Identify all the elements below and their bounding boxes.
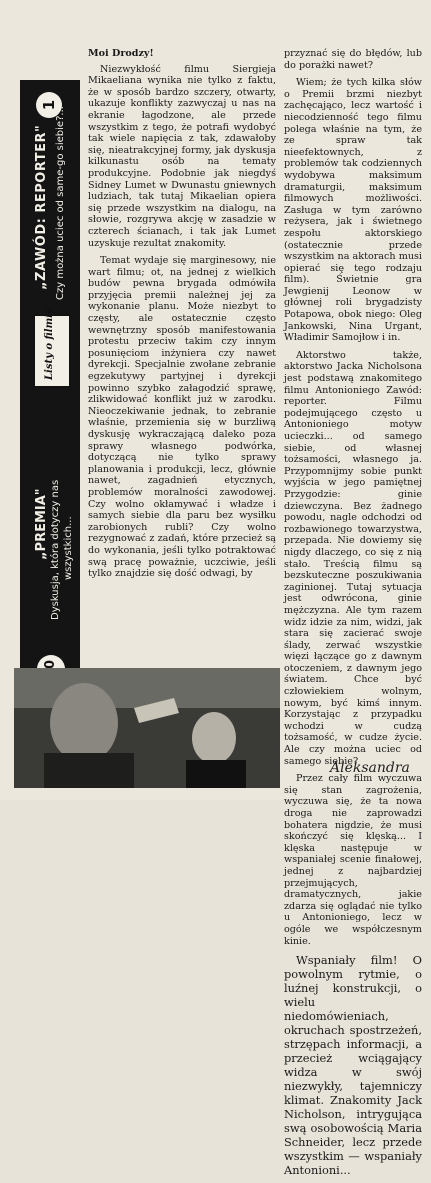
paragraph-3: przyznać się do błędów, lub do porażki nawet?	[284, 48, 422, 71]
letter-column-left	[88, 48, 276, 586]
section-title: „PREMIA"	[34, 488, 49, 560]
film-still-illustration	[14, 668, 280, 788]
column-subtitle: Czy można uciec od same-go siebie?...	[55, 106, 66, 300]
column-number-badge: 1	[36, 92, 62, 118]
letter-column-right	[284, 48, 422, 1183]
section-subtitle-line1: Dyskusja, która dotyczy nas	[50, 479, 61, 620]
paragraph-1: Niezwykłość filmu Siergieja Mikaeliana wynika nie tylko z faktu, że w sposób bardzo szczery, otwarty, ukazuje konflikty zazwyczaj u nas na ekranie łagodzone, ale przede wszystkim z tego, że potrafi wydobyć tak wiele napięcia z tak, zdawałoby się, nieatrakcyjnej formy, jak dyskusja kilkunastu osób na tematy produkcyjne. Podobnie jak niegdyś Sidney Lumet w Dwunastu gniewnych ludziach, tak tutaj Mikaelian opiera się przede wszystkim na dialogu, na słowie, rozgrywa akcję w zasadzie w czterech ścianach, i tak jak Lumet uzyskuje rezultat znakomity.	[88, 63, 276, 249]
film-still-photo	[14, 668, 280, 788]
paragraph-5: Aktorstwo także, aktorstwo Jacka Nicholsona jest podstawą znakomitego filmu Antonioniego Zawód: reporter. Filmu podejmującego często u Antonioniego motyw ucieczki... od samego siebie, od własnej tożsamości, własnego ja. Przypomnijmy sobie punkt wyjścia w jego pamiętnej Przygodzie: ginie dziewczyna. Bez żadnego powodu, nagle odchodzi od rozbawionego towarzystwa, przepada. Nie dowiemy się nigdy dlaczego, co się z nią stało. Treścią filmu są bezskuteczne poszukiwania zaginionej. Tutaj sytuacja jest odwrócona, ginie mężczyzna. Ale tym razem widz idzie za nim, widzi, jak stara się zacierać swoje ślady, zerwać wszystkie więzi łączące go z dawnym otoczeniem, z dawnym jego światem. Chce być człowiekiem wolnym, nowym, być kimś innym. Korzystając z przypadku wchodzi w cudzą tożsamość, w cudze życie. Ale czy można uciec od samego siebie?	[284, 349, 422, 767]
listy-label: Listy o filmie	[44, 307, 55, 380]
section-subtitle-line2: wszystkich...	[63, 516, 74, 580]
column-title: „ZAWÓD: REPORTER"	[34, 124, 49, 290]
paragraph-6: Przez cały film wyczuwa się stan zagrożenia, wyczuwa się, że ta nowa droga nie zaprowadzi bohatera nigdzie, że musi skończyć się klęską... I klęska następuje w wspaniałej scenie finałowej, jednej z najbardziej przejmujących, dramatycznych, jakie zdarza się oglądać nie tylko u Antonioniego, lecz w ogóle we współczesnym kinie.	[284, 773, 422, 947]
author-signature: Aleksandra	[330, 760, 410, 776]
paragraph-2: Temat wydaje się marginesowy, nie wart filmu; ot, na jednej z wielkich budów pewna brygada odmówiła przyjęcia premii należnej jej za wykonanie planu. Może niezbyt to częsty, ale ostatecznie często wewnętrzny sposób manifestowania protestu przeciw takim czy innym posunięciom inżyniera czy nawet dyrekcji. Specjalnie zwołane zebranie egzekutywy partyjnej i dyrekcji powinno szybko załagodzić sprawę, zlikwidować konflikt już w zarodku. Nieoczekiwanie jednak, to zebranie właśnie, przemienia się w burzliwą dyskusję wykraczającą daleko poza sprawy własnego podwórka, dotyczącą nie tylko sprawy planowania i produkcji, lecz, głównie nawet, zagadnień etycznych, problemów moralności zawodowej. Czy wolno okłamywać i władze i samych siebie dla paru bez wysiłku zarobionych rubli? Czy wolno rezygnować z zadań, które przecież są do wykonania, jeśli tylko potraktować swą pracę poważnie, uczciwie, jeśli tylko znajdzie się dość odwagi, by	[88, 255, 276, 580]
paragraph-7: Wspaniały film! O powolnym rytmie, o luźnej konstrukcji, o wielu niedomówieniach, okruchach spostrzeżeń, strzępach informacji, a przecież wciągający widza w swój niezwykły, tajemniczy klimat. Znakomity Jack Nicholson, intrygująca swą osobowością Maria Schneider, lecz przede wszystkim — wspaniały Antonioni...	[284, 953, 422, 1178]
paragraph-4: Wiem; że tych kilka słów o Premii brzmi niezbyt zachęcająco, lecz wartość i niecodzienność tego filmu polega właśnie na tym, że ze spraw tak nieefektownych, z problemów tak codziennych wydobywa maksimum dramaturgii, maksimum filmowych możliwości. Zasługa w tym zarówno reżysera, jak i świetnego zespołu aktorskiego (ostatecznie przede wszystkim na aktorach musi opierać się tego rodzaju film). Świetnie gra Jewgienij Leonow w głównej roli brygadzisty Potapowa, obok niego: Oleg Jankowski, Nina Urgant, Władimir Samojłow i in.	[284, 77, 422, 344]
listy-o-filmie-box	[34, 307, 70, 387]
greeting: Moi Drodzy!	[88, 48, 154, 59]
